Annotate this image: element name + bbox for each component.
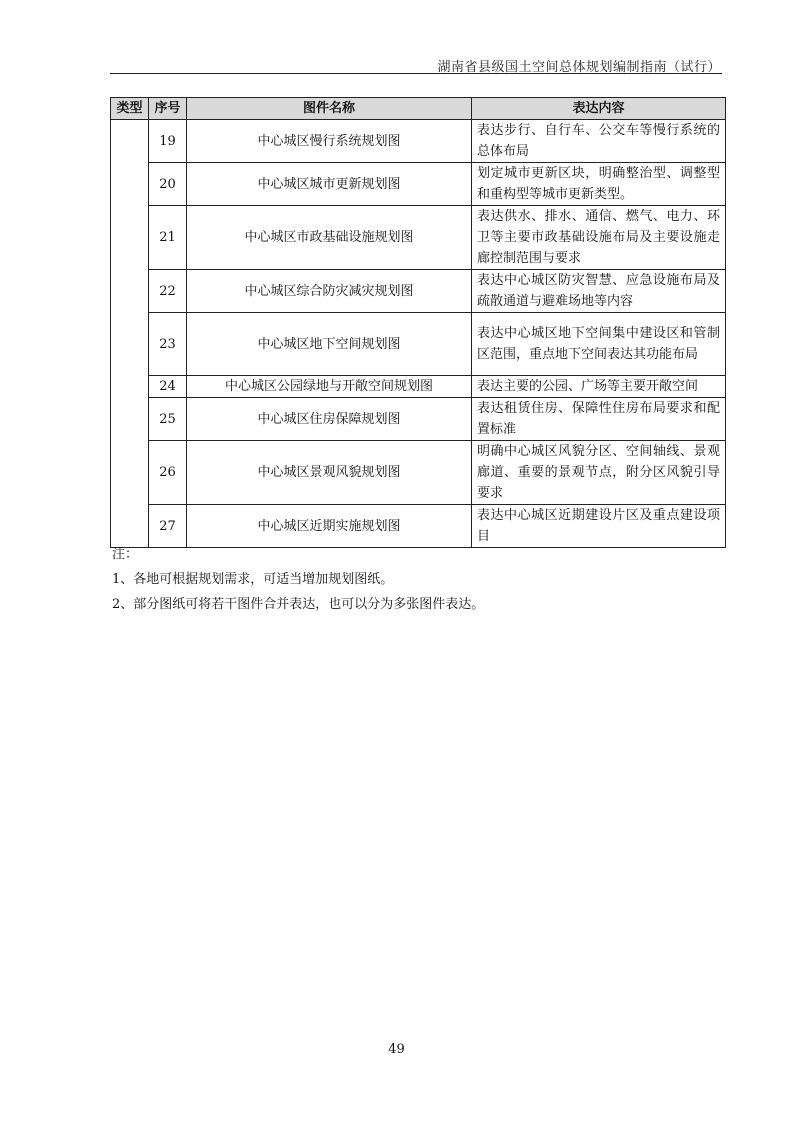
map-content: 表达中心城区地下空间集中建设区和管制区范围，重点地下空间表达其功能布局 — [472, 313, 726, 376]
table-row — [111, 398, 726, 441]
notes-section — [112, 542, 484, 617]
table-row — [111, 313, 726, 376]
col-header-number: 序号 — [149, 98, 187, 120]
map-list-table — [110, 97, 726, 548]
type-cell — [111, 120, 149, 548]
map-content: 明确中心城区风貌分区、空间轴线、景观廊道、重要的景观节点，附分区风貌引导要求 — [472, 441, 726, 505]
map-name: 中心城区市政基础设施规划图 — [187, 206, 472, 270]
row-number: 25 — [149, 398, 187, 441]
table-row — [111, 376, 726, 398]
map-content: 表达步行、自行车、公交车等慢行系统的总体布局 — [472, 120, 726, 163]
table-header-row — [111, 98, 726, 120]
table-row — [111, 206, 726, 270]
row-number: 23 — [149, 313, 187, 376]
map-content: 表达中心城区防灾智慧、应急设施布局及疏散通道与避难场地等内容 — [472, 270, 726, 313]
row-number: 21 — [149, 206, 187, 270]
map-content: 表达中心城区近期建设片区及重点建设项目 — [472, 505, 726, 548]
map-content: 表达租赁住房、保障性住房布局要求和配置标准 — [472, 398, 726, 441]
row-number: 20 — [149, 163, 187, 206]
map-name: 中心城区景观风貌规划图 — [187, 441, 472, 505]
note-item: 1、各地可根据规划需求，可适当增加规划图纸。 — [112, 572, 394, 587]
col-header-map-name: 图件名称 — [187, 98, 472, 120]
row-number: 27 — [149, 505, 187, 548]
table-row — [111, 163, 726, 206]
row-number: 26 — [149, 441, 187, 505]
map-content: 表达供水、排水、通信、燃气、电力、环卫等主要市政基础设施布局及主要设施走廊控制范围与要求 — [472, 206, 726, 270]
map-name: 中心城区综合防灾减灾规划图 — [187, 270, 472, 313]
row-number: 19 — [149, 120, 187, 163]
page-number: 49 — [388, 1042, 405, 1057]
table-row — [111, 270, 726, 313]
map-name: 中心城区城市更新规划图 — [187, 163, 472, 206]
map-name: 中心城区地下空间规划图 — [187, 313, 472, 376]
table-row — [111, 441, 726, 505]
map-content: 划定城市更新区块，明确整治型、调整型和重构型等城市更新类型。 — [472, 163, 726, 206]
map-content: 表达主要的公园、广场等主要开敞空间 — [472, 376, 726, 398]
col-header-content: 表达内容 — [472, 98, 726, 120]
map-name: 中心城区住房保障规划图 — [187, 398, 472, 441]
running-header: 湖南省县级国土空间总体规划编制指南（试行） — [437, 60, 721, 75]
notes-title: 注： — [112, 547, 139, 562]
table-row — [111, 120, 726, 163]
row-number: 22 — [149, 270, 187, 313]
note-item: 2、部分图纸可将若干图件合并表达，也可以分为多张图件表达。 — [112, 597, 485, 612]
map-name: 中心城区近期实施规划图 — [187, 505, 472, 548]
header-rule — [110, 73, 722, 74]
map-name: 中心城区公园绿地与开敞空间规划图 — [187, 376, 472, 398]
col-header-type: 类型 — [111, 98, 149, 120]
map-name: 中心城区慢行系统规划图 — [187, 120, 472, 163]
row-number: 24 — [149, 376, 187, 398]
